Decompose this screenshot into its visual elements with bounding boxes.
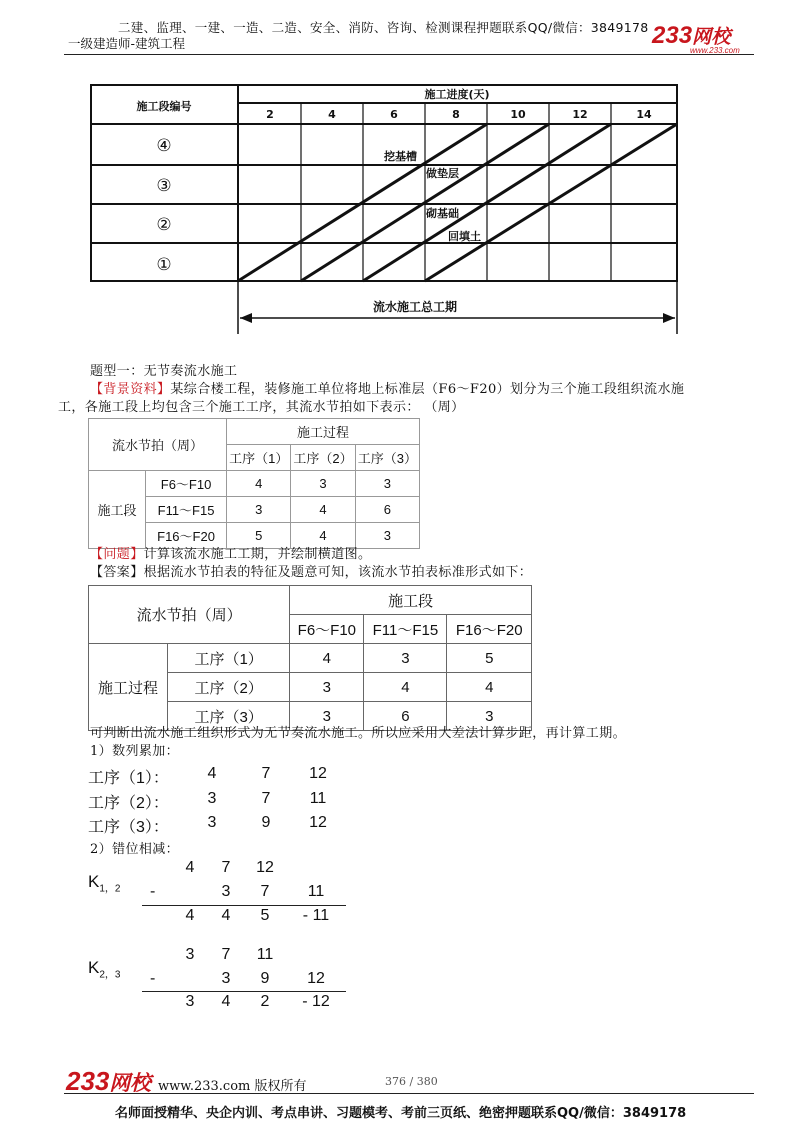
table1-col-header: 工序（3） [355, 445, 419, 471]
segment-label: ④ [156, 136, 172, 156]
footer-copyright: www.233.com 版权所有 [158, 1079, 307, 1094]
progress-header: 施工进度(天) [424, 88, 490, 101]
table1-row-label: F16～F20 [146, 523, 227, 549]
method-judgement: 可判断出流水施工组织形式为无节奏流水施工。所以应采用大差法计算步距，再计算工期。 [90, 726, 627, 741]
header-contact-line: 二建、监理、一建、一造、二造、安全、消防、咨询、检测课程押题联系QQ/微信：3849178 [118, 20, 649, 35]
day-tick: 6 [390, 108, 398, 121]
segment-label: ② [156, 215, 172, 235]
table1-corner: 流水节拍（周） [89, 419, 227, 471]
step-cumulative: 1）数列累加： [90, 744, 180, 759]
header-subtitle: 一级建造师-建筑工程 [68, 36, 186, 51]
day-tick: 2 [266, 108, 274, 121]
table1-col-header: 工序（1） [227, 445, 291, 471]
table-row: 工序（3） 3 6 3 [89, 702, 532, 731]
answer-line: 【答案】根据流水节拍表的特征及题意可知，该流水节拍表标准形式如下： [90, 565, 533, 580]
table1-row-label: F6～F10 [146, 471, 227, 497]
table2-col-header: F11～F15 [364, 615, 447, 644]
brand-logo-url: www.233.com [690, 46, 740, 55]
day-tick: 8 [452, 108, 460, 121]
brand-logo: 233网校 [652, 22, 731, 49]
table-row: 施工过程 工序（1） 4 3 5 [89, 644, 532, 673]
table2-row-group: 施工过程 [89, 644, 168, 731]
table-row: F11～F15 3 4 6 [89, 497, 420, 523]
segment-label: ① [156, 255, 172, 275]
header-rule [64, 54, 754, 55]
col-header: 施工段编号 [136, 100, 192, 113]
question-tag: 【问题】 [90, 547, 144, 562]
table1-row-label: F11～F15 [146, 497, 227, 523]
table2-corner: 流水节拍（周） [89, 586, 290, 644]
footer-logo: 233网校 [66, 1066, 151, 1096]
background-line-1: 【背景资料】某综合楼工程，装修施工单位将地上标准层（F6～F20）划分为三个施工段组织流水施 [90, 382, 685, 397]
page-number: 376 / 380 [385, 1075, 438, 1088]
table1-row-group: 施工段 [89, 471, 146, 549]
table2-row-label: 工序（1） [168, 644, 290, 673]
day-tick: 14 [636, 108, 652, 121]
footer-rule [64, 1093, 754, 1094]
step-subtract: 2）错位相减： [90, 842, 180, 857]
segment-label: ③ [156, 176, 172, 196]
footer-promo: 名师面授精华、央企内训、考点串讲、习题模考、考前三页纸、绝密押题联系QQ/微信：3849178 [115, 1106, 687, 1121]
day-tick: 4 [328, 108, 336, 121]
table2-col-header: F6～F10 [290, 615, 364, 644]
answer-tag: 【答案】 [90, 565, 144, 580]
table1-group-header: 施工过程 [227, 419, 420, 445]
rhythm-table-standard [88, 585, 532, 731]
table1-col-header: 工序（2） [291, 445, 355, 471]
day-tick: 12 [572, 108, 588, 121]
process-label: 挖基槽 [384, 150, 417, 163]
table2-col-header: F16～F20 [447, 615, 532, 644]
table2-group-header: 施工段 [290, 586, 532, 615]
table2-row-label: 工序（2） [168, 673, 290, 702]
day-tick: 10 [510, 108, 526, 121]
total-duration-label: 流水施工总工期 [372, 300, 458, 314]
question-type-title: 题型一：无节奏流水施工 [90, 364, 238, 379]
table-row: F16～F20 5 4 3 [89, 523, 420, 549]
flow-schedule-figure [90, 84, 682, 334]
question-line: 【问题】计算该流水施工工期，并绘制横道图。 [90, 547, 372, 562]
table-row: 施工段 F6～F10 4 3 3 [89, 471, 420, 497]
figure-frame [91, 85, 677, 281]
table-row: 工序（2） 3 4 4 [89, 673, 532, 702]
background-line-2: 工，各施工段上均包含三个施工工序，其流水节拍如下表示： （周） [58, 400, 465, 415]
table2-row-label: 工序（3） [168, 702, 290, 731]
rhythm-table-original [88, 418, 420, 549]
process-label: 做垫层 [426, 167, 459, 180]
process-label: 砌基础 [426, 207, 459, 220]
process-bar-4 [425, 124, 677, 281]
process-label: 回填土 [448, 230, 481, 243]
background-tag: 【背景资料】 [90, 382, 171, 397]
